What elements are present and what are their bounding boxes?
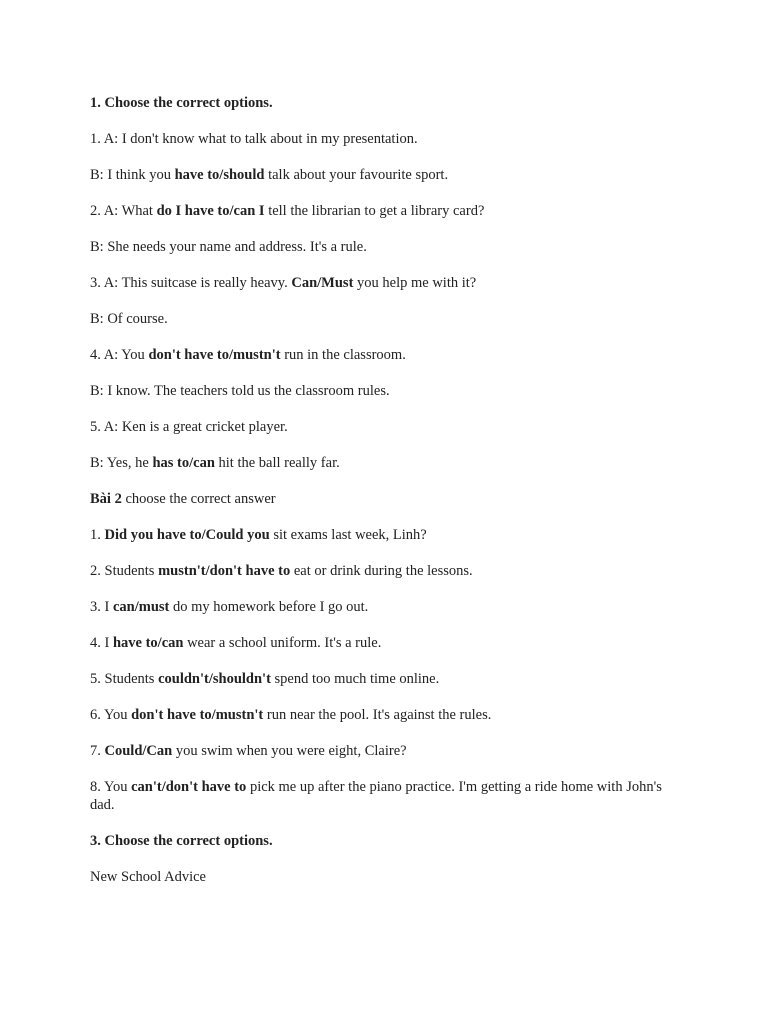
- item-text-pre: 3. I: [90, 599, 113, 615]
- item-text-pre: 4. I: [90, 635, 113, 651]
- item-options: don't have to/mustn't: [148, 347, 281, 363]
- item-text-pre: 2. Students: [90, 563, 159, 579]
- item-text-pre: 8. You: [90, 779, 132, 795]
- exercise2-item: [90, 634, 690, 652]
- item-text-pre: 1.: [90, 527, 105, 543]
- item-text-post: sit exams last week, Linh?: [269, 527, 427, 543]
- item-text-post: tell the librarian to get a library card?: [264, 203, 485, 219]
- item-text-pre: 3. A: This suitcase is really heavy.: [90, 275, 292, 291]
- item-text-post: talk about your favourite sport.: [264, 167, 449, 183]
- item-text-post: you help me with it?: [353, 275, 477, 291]
- exercise1-line: [90, 418, 690, 436]
- item-text-post: wear a school uniform. It's a rule.: [183, 635, 382, 651]
- exercise1-line: [90, 274, 690, 292]
- item-text-post: do my homework before I go out.: [169, 599, 369, 615]
- item-options: have to/should: [174, 167, 265, 183]
- exercise2-item: [90, 742, 690, 760]
- item-text-post: hit the ball really far.: [214, 455, 340, 471]
- exercise1-line: [90, 130, 690, 148]
- item-text-post: run in the classroom.: [280, 347, 406, 363]
- item-options: can't/don't have to: [131, 779, 247, 795]
- item-text-pre: 5. Students: [90, 671, 159, 687]
- item-options: can/must: [112, 599, 170, 615]
- item-options: Could/Can: [104, 743, 173, 759]
- item-text-pre: 2. A: What: [90, 203, 157, 219]
- item-options: don't have to/mustn't: [131, 707, 264, 723]
- item-text-pre: 1. A: I don't know what to talk about in my presentation.: [90, 131, 418, 147]
- item-text-pre: B: Yes, he: [90, 455, 153, 471]
- item-text-pre: B: I think you: [90, 167, 175, 183]
- item-text-pre: 4. A: You: [90, 347, 149, 363]
- item-text-post: spend too much time online.: [270, 671, 440, 687]
- item-text-post: eat or drink during the lessons.: [290, 563, 473, 579]
- exercise2-item: [90, 778, 690, 814]
- item-options: has to/can: [152, 455, 215, 471]
- exercise2-item: [90, 598, 690, 616]
- exercise2-item: [90, 526, 690, 544]
- section1-heading: 1. Choose the correct options.: [90, 95, 273, 111]
- exercise1-line: [90, 238, 690, 256]
- section2-heading-text: choose the correct answer: [121, 491, 276, 507]
- item-options: Did you have to/Could you: [104, 527, 270, 543]
- exercise1-line: [90, 202, 690, 220]
- item-text-pre: 6. You: [90, 707, 132, 723]
- item-options: do I have to/can I: [156, 203, 265, 219]
- item-text-pre: B: I know. The teachers told us the classroom rules.: [90, 383, 390, 399]
- section3-heading: 3. Choose the correct options.: [90, 833, 273, 849]
- item-text-pre: 7.: [90, 743, 105, 759]
- exercise2-item: [90, 562, 690, 580]
- section1-list: [90, 130, 690, 472]
- exercise1-line: [90, 166, 690, 184]
- item-text-post: you swim when you were eight, Claire?: [172, 743, 407, 759]
- item-text-pre: 5. A: Ken is a great cricket player.: [90, 419, 288, 435]
- exercise2-item: [90, 706, 690, 724]
- item-text-post: pick me up after the piano practice. I'm getting a ride home with John's dad.: [90, 779, 662, 813]
- item-text-post: run near the pool. It's against the rules.: [263, 707, 492, 723]
- section2-list: [90, 526, 690, 814]
- item-text-pre: B: Of course.: [90, 311, 168, 327]
- exercise2-item: [90, 670, 690, 688]
- item-text-pre: B: She needs your name and address. It's a rule.: [90, 239, 367, 255]
- exercise1-line: [90, 382, 690, 400]
- item-options: mustn't/don't have to: [158, 563, 291, 579]
- document-page: [90, 94, 690, 904]
- exercise1-line: [90, 310, 690, 328]
- item-options: couldn't/shouldn't: [158, 671, 271, 687]
- section2-heading-label: Bài 2: [90, 491, 122, 507]
- exercise1-line: [90, 346, 690, 364]
- section3-subtitle: New School Advice: [90, 869, 206, 885]
- section2-heading: [90, 490, 690, 508]
- exercise1-line: [90, 454, 690, 472]
- item-options: Can/Must: [291, 275, 354, 291]
- item-options: have to/can: [112, 635, 184, 651]
